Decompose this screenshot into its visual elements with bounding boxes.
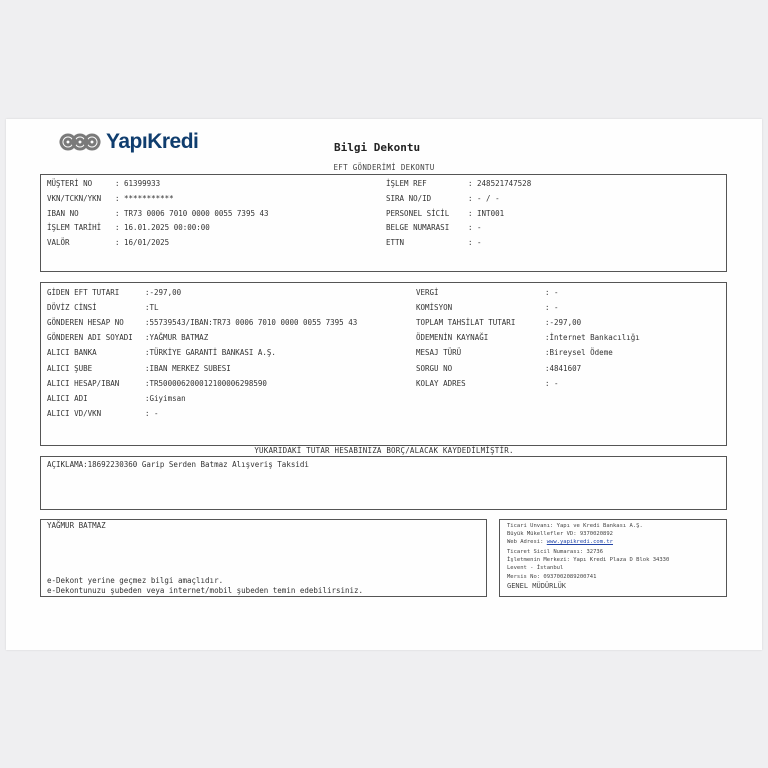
field-value: : 16/01/2025 — [115, 238, 170, 248]
field-label: ALICI HESAP/IBAN — [47, 378, 120, 388]
field-value: :Bireysel Ödeme — [545, 348, 613, 358]
bank-web-address — [507, 539, 613, 546]
field-label: VKN/TCKN/YKN — [47, 193, 102, 203]
field-label: ETTN — [386, 238, 405, 248]
web-address-label: Web Adresi: — [507, 539, 547, 545]
field-value: : - — [468, 238, 482, 248]
field-value: :-297,00 — [145, 288, 182, 297]
bank-mersis-no: Mersis No: 0937002089200741 — [507, 574, 597, 580]
field-value: : 61399933 — [115, 179, 161, 188]
field-value: : - / - — [468, 193, 500, 203]
account-holder-name: YAĞMUR BATMAZ — [47, 521, 106, 530]
field-value: : TR73 0006 7010 0000 0055 7395 43 — [115, 208, 269, 218]
field-label: İŞLEM TARİHİ — [47, 223, 102, 233]
field-value: :-297,00 — [545, 318, 582, 328]
field-value: :TÜRKİYE GARANTİ BANKASI A.Ş. — [145, 348, 276, 358]
field-label: BELGE NUMARASI — [386, 223, 450, 233]
field-value: :TR500006200012100006298590 — [145, 378, 267, 388]
field-value: : 16.01.2025 00:00:00 — [115, 223, 210, 233]
debit-notice: YUKARIDAKİ TUTAR HESABINIZA BORÇ/ALACAK KAYDEDİLMİŞTİR. — [254, 446, 514, 455]
field-label: ALICI ŞUBE — [47, 363, 93, 373]
field-label: TOPLAM TAHSİLAT TUTARI — [416, 318, 516, 328]
field-label: GÖNDEREN ADI SOYADI — [47, 333, 133, 343]
field-label: ALICI ADI — [47, 393, 88, 403]
field-value: : - — [545, 288, 559, 297]
field-label: SIRA NO/ID — [386, 193, 432, 203]
bank-trade-registry: Ticaret Sicil Numarası: 32736 — [507, 549, 604, 555]
field-label: PERSONEL SİCİL — [386, 208, 450, 218]
field-value: :YAĞMUR BATMAZ — [145, 333, 209, 343]
field-label: İŞLEM REF — [386, 179, 427, 188]
document-title: Bilgi Dekontu — [334, 141, 421, 154]
info-note-1: e-Dekont yerine geçmez bilgi amaçlıdır. — [47, 576, 224, 585]
field-label: VERGİ — [416, 288, 439, 297]
field-label: MÜŞTERİ NO — [47, 179, 93, 188]
field-label: SORGU NO — [416, 363, 453, 373]
field-label: IBAN NO — [47, 208, 79, 218]
field-label: GÖNDEREN HESAP NO — [47, 318, 124, 328]
field-value: : - — [545, 378, 559, 388]
field-value: :İnternet Bankacılığı — [545, 333, 640, 343]
field-label: MESAJ TÜRÜ — [416, 348, 462, 358]
logo-mark-icon — [58, 131, 102, 153]
receipt-document — [6, 119, 762, 650]
brand-name: YapıKredi — [106, 130, 199, 153]
eft-details-box — [40, 282, 727, 446]
field-label: KOLAY ADRES — [416, 378, 466, 388]
field-label: DÖVİZ CİNSİ — [47, 303, 97, 313]
field-value: : - — [545, 303, 559, 313]
field-value: : 248521747528 — [468, 179, 532, 188]
bank-tax-office: Büyük Mükellefler VD: 9370020892 — [507, 531, 613, 537]
field-label: ÖDEMENİN KAYNAĞI — [416, 333, 489, 343]
field-label: ALICI BANKA — [47, 348, 97, 358]
field-value: :55739543/IBAN:TR73 0006 7010 0000 0055 7395 43 — [145, 318, 358, 328]
field-label: GİDEN EFT TUTARI — [47, 288, 120, 297]
field-value: :IBAN MERKEZ SUBESI — [145, 363, 231, 373]
field-value: : INT001 — [468, 208, 505, 218]
field-value: : *********** — [115, 193, 174, 203]
field-value: :Giyimsan — [145, 393, 186, 403]
bank-location: Levent - İstanbul — [507, 565, 564, 571]
field-label: ALICI VD/VKN — [47, 408, 102, 418]
bank-general-directorate: GENEL MÜDÜRLÜK — [507, 582, 567, 590]
bank-headquarters: İşletmenin Merkezi: Yapı Kredi Plaza D Blok 34330 — [507, 557, 670, 563]
info-note-2: e-Dekontunuzu şubeden veya internet/mobil şubeden temin edebilirsiniz. — [47, 586, 364, 595]
bank-trade-name: Ticari Unvanı: Yapı ve Kredi Bankası A.Ş. — [507, 523, 643, 529]
field-value: : - — [468, 223, 482, 233]
yapikredi-logo — [58, 129, 198, 155]
description-text: AÇIKLAMA:18692230360 Garip Serden Batmaz Alışveriş Taksidi — [47, 460, 309, 469]
document-subtitle: EFT GÖNDERİMİ DEKONTU — [333, 163, 435, 172]
field-value: :4841607 — [545, 363, 582, 373]
bank-website-link[interactable]: www.yapikredi.com.tr — [546, 539, 613, 545]
field-value: : - — [145, 408, 159, 418]
field-label: KOMİSYON — [416, 303, 453, 313]
field-label: VALÖR — [47, 238, 70, 248]
field-value: :TL — [145, 303, 159, 313]
